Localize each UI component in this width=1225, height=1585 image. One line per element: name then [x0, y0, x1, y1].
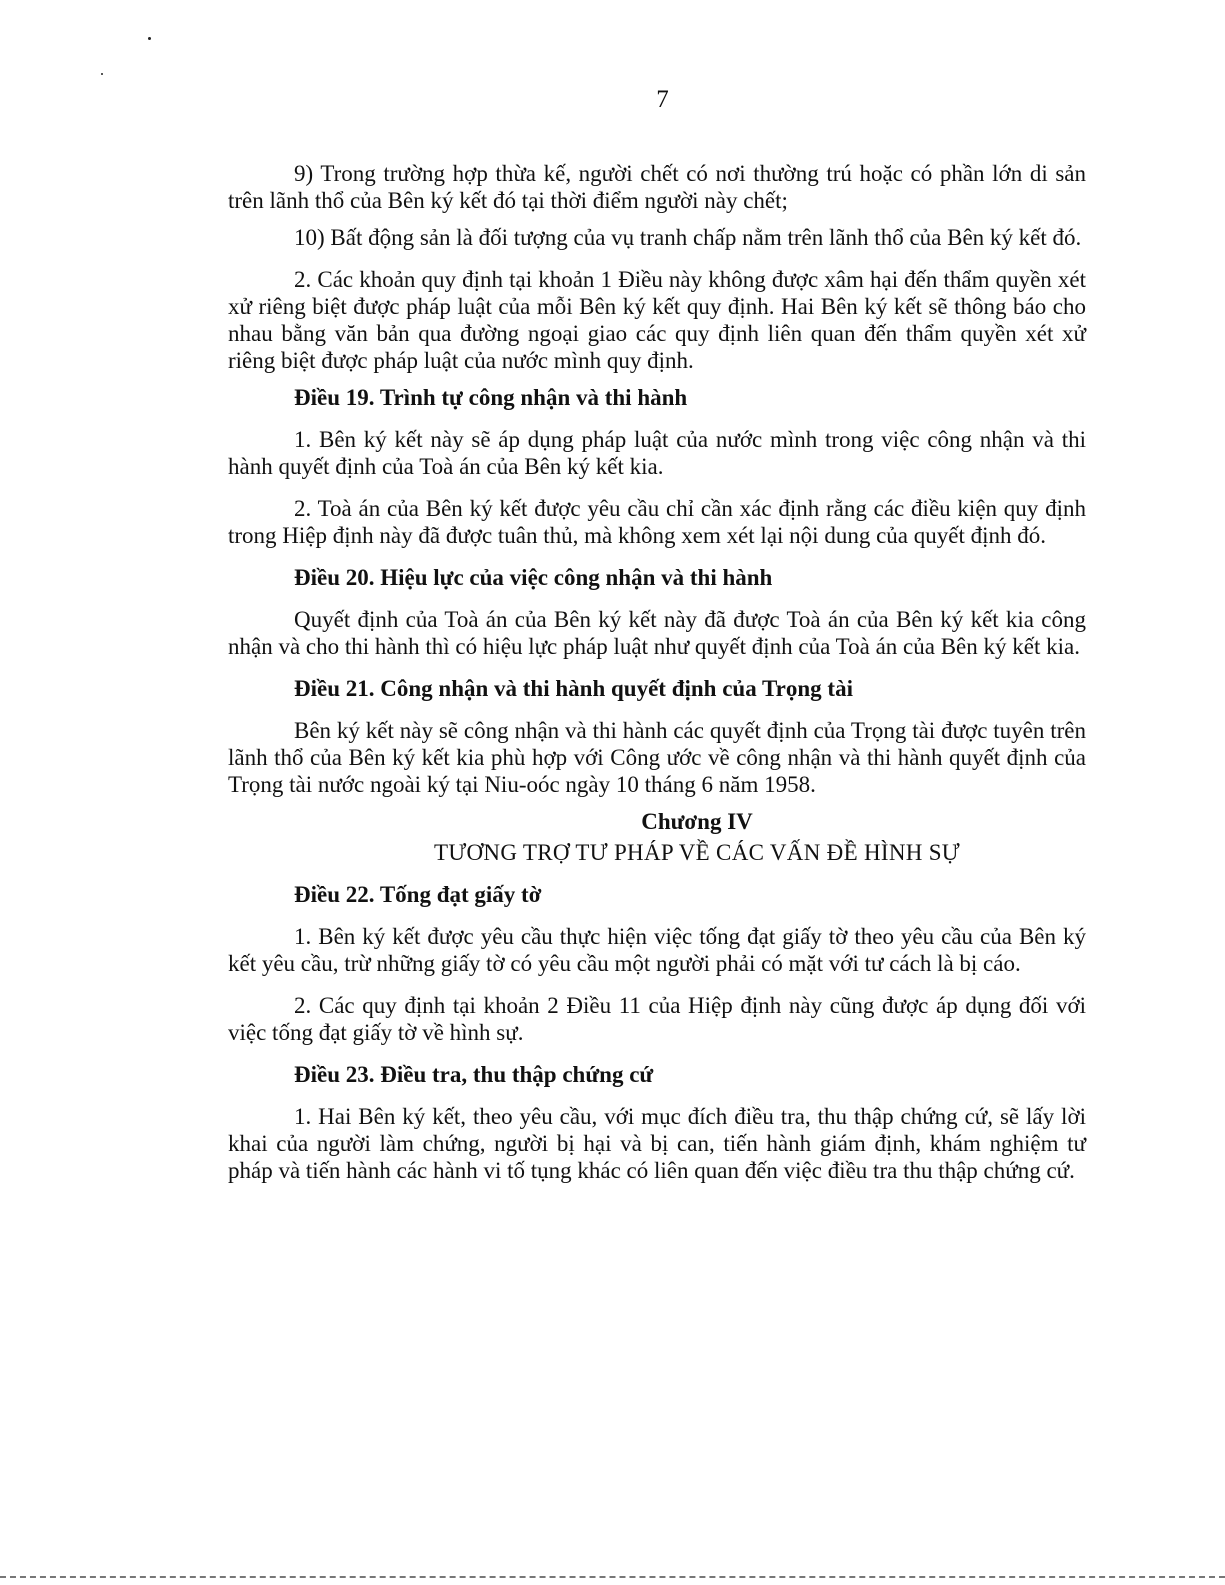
- paragraph-clause-2: 2. Các khoản quy định tại khoản 1 Điều này không được xâm hại đến thẩm quyền xét xử riêng biệt được pháp luật của mỗi Bên ký kết quy định. Hai Bên ký kết sẽ thông báo cho nhau bằng văn bản qua đường ngoại giao các quy định liên quan đến thẩm quyền xét xử riêng biệt được pháp luật của nước mình quy định.: [228, 267, 1086, 373]
- article-22-clause-2: 2. Các quy định tại khoản 2 Điều 11 của Hiệp định này cũng được áp dụng đối với việc tống đạt giấy tờ về hình sự.: [228, 993, 1086, 1045]
- article-19-heading: Điều 19. Trình tự công nhận và thi hành: [294, 385, 688, 410]
- chapter-subtitle: TƯƠNG TRỢ TƯ PHÁP VỀ CÁC VẤN ĐỀ HÌNH SỰ: [434, 840, 960, 865]
- chapter-title: Chương IV: [641, 809, 753, 834]
- article-22-heading: Điều 22. Tống đạt giấy tờ: [294, 882, 542, 907]
- article-22-clause-1: 1. Bên ký kết được yêu cầu thực hiện việc tống đạt giấy tờ theo yêu cầu của Bên ký kết yêu cầu, trừ những giấy tờ có yêu cầu một người phải có mặt với tư cách là bị cáo.: [228, 924, 1086, 976]
- article-20-text: Quyết định của Toà án của Bên ký kết này đã được Toà án của Bên ký kết kia công nhận và cho thi hành thì có hiệu lực pháp luật như quyết định của Toà án của Bên ký kết kia.: [228, 607, 1086, 659]
- article-20-heading: Điều 20. Hiệu lực của việc công nhận và thi hành: [294, 565, 773, 590]
- article-21-heading: Điều 21. Công nhận và thi hành quyết định của Trọng tài: [294, 676, 853, 701]
- article-23-clause-1: 1. Hai Bên ký kết, theo yêu cầu, với mục đích điều tra, thu thập chứng cứ, sẽ lấy lời khai của người làm chứng, người bị hại và bị can, tiến hành giám định, khám nghiệm tư pháp và tiến hành các hành vi tố tụng khác có liên quan đến việc điều tra thu thập chứng cứ.: [228, 1104, 1086, 1183]
- scan-speck: [101, 73, 103, 75]
- page-number: 7: [656, 86, 669, 113]
- scan-speck: [148, 37, 151, 40]
- paragraph-item-9: 9) Trong trường hợp thừa kế, người chết có nơi thường trú hoặc có phần lớn di sản trên lãnh thổ của Bên ký kết đó tại thời điểm người này chết;: [228, 161, 1086, 213]
- article-19-clause-2: 2. Toà án của Bên ký kết được yêu cầu chỉ cần xác định rằng các điều kiện quy định trong Hiệp định này đã được tuân thủ, mà không xem xét lại nội dung của quyết định đó.: [228, 496, 1086, 548]
- article-21-text: Bên ký kết này sẽ công nhận và thi hành các quyết định của Trọng tài được tuyên trên lãnh thổ của Bên ký kết kia phù hợp với Công ước về công nhận và thi hành quyết định của Trọng tài nước ngoài ký tại Niu-oóc ngày 10 tháng 6 năm 1958.: [228, 718, 1086, 797]
- article-19-clause-1: 1. Bên ký kết này sẽ áp dụng pháp luật của nước mình trong việc công nhận và thi hành quyết định của Toà án của Bên ký kết kia.: [228, 427, 1086, 479]
- scan-edge-line: [0, 1576, 1225, 1578]
- paragraph-item-10: 10) Bất động sản là đối tượng của vụ tranh chấp nằm trên lãnh thổ của Bên ký kết đó.: [294, 225, 1082, 250]
- article-23-heading: Điều 23. Điều tra, thu thập chứng cứ: [294, 1062, 654, 1087]
- document-body: [228, 160, 1086, 1199]
